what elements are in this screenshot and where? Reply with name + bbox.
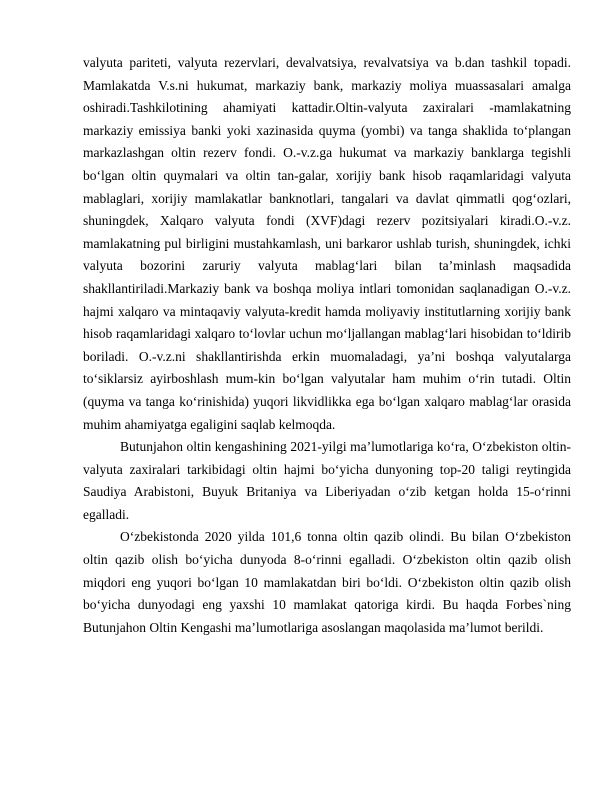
document-body bbox=[83, 52, 571, 639]
paragraph-gold-mining-2020: Oʻzbekistonda 2020 yilda 101,6 tonna oltin qazib olindi. Bu bilan Oʻzbekiston oltin qazib olish boʻyicha dunyoda 8-oʻrinni egalladi. Oʻzbekiston oltin qazib olish miqdori eng yuqori boʻlgan 10 mamlakatdan biri boʻldi. Oʻzbekiston oltin qazib olish boʻyicha dunyodagi eng yaxshi 10 mamlakat qatoriga kirdi. Bu haqda Forbes`ning Butunjahon Oltin Kengashi maʼlumotlariga asoslangan maqolasida maʼlumot berildi. bbox=[83, 529, 571, 635]
paragraph-currency-and-reserves: valyuta pariteti, valyuta rezervlari, devalvatsiya, revalvatsiya va b.dan tashkil topadi. Mamlakatda V.s.ni hukumat, markaziy bank, markaziy moliya muassasalari amalga oshiradi.Tashkilotining ahamiyati kattadir.Oltin-valyuta zaxiralari -mamlakatning markaziy emissiya banki yoki xazinasida quyma (yombi) va tanga shaklida toʻplangan markazlashgan oltin rezerv fondi. O.-v.z.ga hukumat va markaziy banklarga tegishli boʻlgan oltin quymalari va oltin tan-galar, xorijiy bank hisob raqamlaridagi valyuta mablaglari, xorijiy mamlakatlar banknotlari, tangalari va davlat qimmatli qogʻozlari, shuningdek, Xalqaro valyuta fondi (XVF)dagi rezerv pozitsiyalari kiradi.O.-v.z. mamlakatning pul birligini mustahkamlash, uni barkaror ushlab turish, shuningdek, ichki valyuta bozorini zaruriy valyuta mablagʻlari bilan taʼminlash maqsadida shakllantiriladi.Markaziy bank va boshqa moliya intlari tomonidan saqlanadigan O.-v.z. hajmi xalqaro va mintaqaviy valyuta-kredit hamda moliyaviy institutlarning xorijiy bank hisob raqamlaridagi xalqaro toʻlovlar uchun moʻljallangan mablagʻlari hisobidan toʻldirib boriladi. O.-v.z.ni shakllantirishda erkin muomaladagi, yaʼni boshqa valyutalarga toʻsiklarsiz ayirboshlash mum-kin boʻlgan valyutalar ham muhim oʻrin tutadi. Oltin (quyma va tanga koʻrinishida) yuqori likvidlikka ega boʻlgan xalqaro mablagʻlar orasida muhim ahamiyatga egaligini saqlab kelmoqda. bbox=[83, 55, 571, 432]
paragraph-gold-council-ranking: Butunjahon oltin kengashining 2021-yilgi maʼlumotlariga koʻra, Oʻzbekiston oltin-valyuta zaxiralari tarkibidagi oltin hajmi boʻyicha dunyoning top-20 taligi reytingida Saudiya Arabistoni, Buyuk Britaniya va Liberiyadan oʻzib ketgan holda 15-oʻrinni egalladi. bbox=[83, 439, 571, 522]
